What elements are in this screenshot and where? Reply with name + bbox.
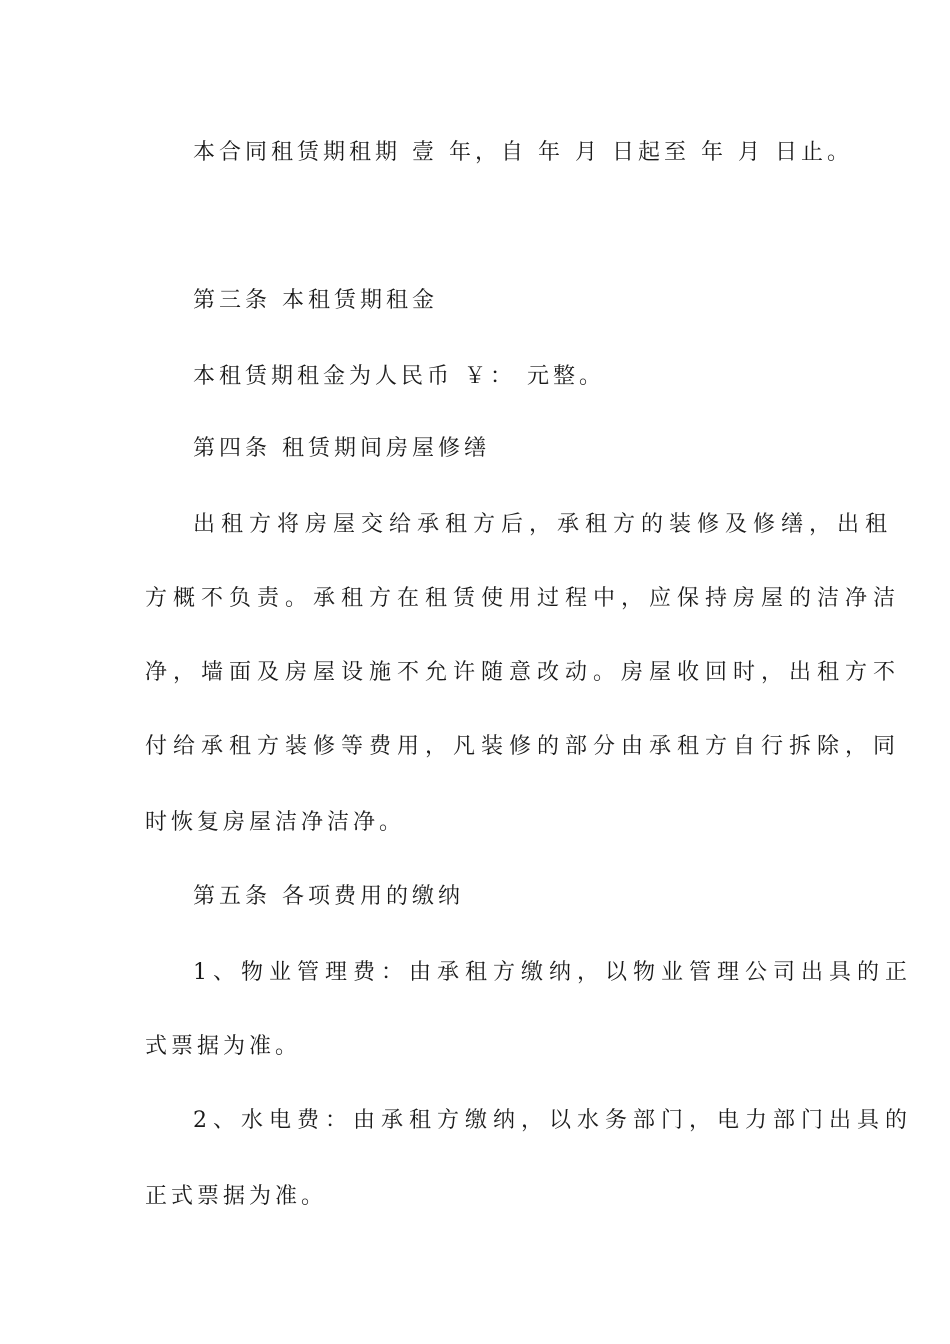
- article4-line: 净，墙面及房屋设施不允许随意改动。房屋收回时，出租方不: [145, 660, 902, 685]
- article4-line: 方概不负责。承租方在租赁使用过程中，应保持房屋的洁净洁: [145, 586, 902, 611]
- article4-line: 时恢复房屋洁净洁净。: [145, 810, 406, 835]
- article5-item2-line: 2、水电费：由承租方缴纳，以水务部门，电力部门出具的: [193, 1108, 913, 1133]
- article5-item1-line: 式票据为准。: [145, 1034, 302, 1059]
- article5-item1-line: 1、物业管理费：由承租方缴纳，以物业管理公司出具的正: [193, 960, 913, 985]
- article5-title: 第五条 各项费用的缴纳: [193, 884, 464, 909]
- article4-line: 出租方将房屋交给承租方后，承租方的装修及修缮，出租: [193, 512, 894, 537]
- article4-line: 付给承租方装修等费用，凡装修的部分由承租方自行拆除，同: [145, 734, 902, 759]
- article3-body: 本租赁期租金为人民币 ￥： 元整。: [193, 364, 605, 389]
- lease-term-line: 本合同租赁期租期 壹 年，自 年 月 日起至 年 月 日止。: [193, 140, 853, 165]
- article4-title: 第四条 租赁期间房屋修缮: [193, 436, 490, 461]
- article3-title: 第三条 本租赁期租金: [193, 288, 438, 313]
- article5-item2-line: 正式票据为准。: [145, 1184, 328, 1209]
